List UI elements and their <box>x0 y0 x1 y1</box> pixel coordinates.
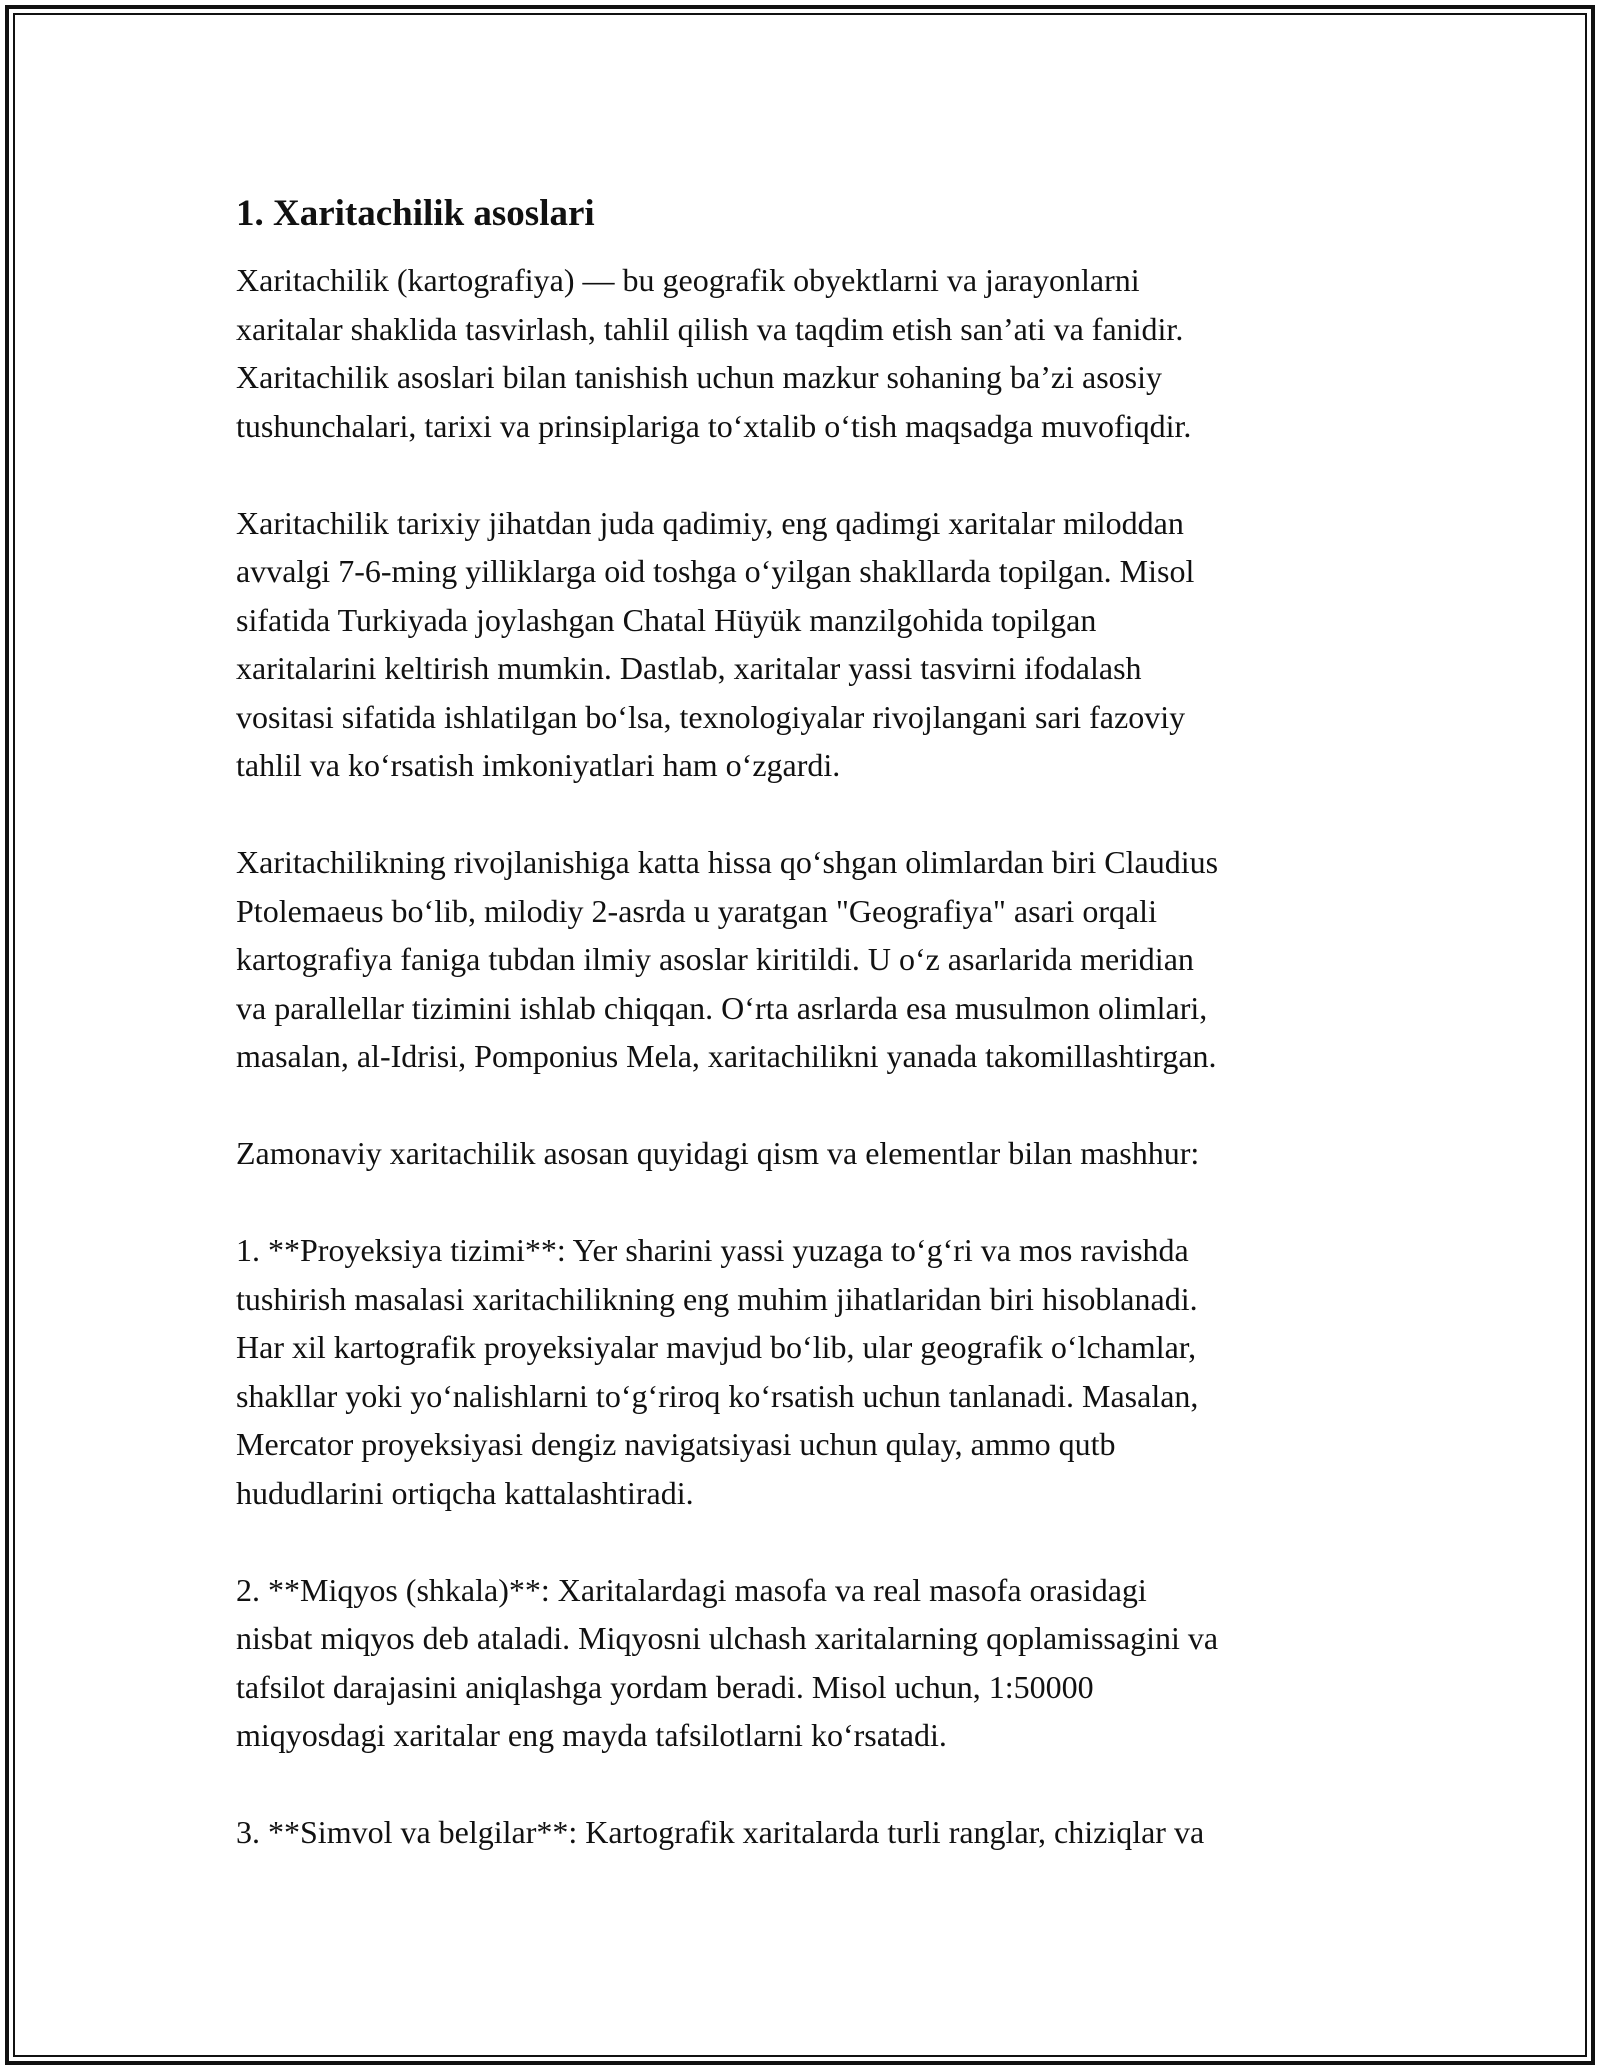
text-line: 1. **Proyeksiya tizimi**: Yer sharini yassi yuzaga to‘g‘ri va mos ravishda <box>236 1232 1189 1268</box>
paragraph-scholars <box>236 838 1376 1081</box>
text-line: tushirish masalasi xaritachilikning eng muhim jihatlaridan biri hisoblanadi. <box>236 1280 1198 1317</box>
list-item-projection <box>236 1226 1376 1517</box>
section-heading: 1. Xaritachilik asoslari <box>236 193 595 234</box>
text-line: Xaritachilik (kartografiya) — bu geografik obyektlarni va jarayonlarni <box>236 262 1140 298</box>
text-line: sifatida Turkiyada joylashgan Chatal Hüyük manzilgohida topilgan <box>236 601 1097 638</box>
text-line: Ptolemaeus bo‘lib, milodiy 2-asrda u yaratgan "Geografiya" asari orqali <box>236 892 1157 929</box>
text-line: tafsilot darajasini aniqlashga yordam beradi. Misol uchun, 1:50000 <box>236 1668 1094 1705</box>
paragraph-modern-intro <box>236 1129 1376 1178</box>
text-line: tahlil va ko‘rsatish imkoniyatlari ham o‘zgardi. <box>236 747 841 783</box>
text-line: avvalgi 7-6-ming yilliklarga oid toshga o‘yilgan shakllarda topilgan. Misol <box>236 553 1195 589</box>
text-line: Har xil kartografik proyeksiyalar mavjud bo‘lib, ular geografik o‘lchamlar, <box>236 1329 1197 1365</box>
text-line: masalan, al-Idrisi, Pomponius Mela, xaritachilikni yanada takomillashtirgan. <box>236 1038 1217 1074</box>
text-line: Xaritachilik tarixiy jihatdan juda qadimiy, eng qadimgi xaritalar miloddan <box>236 504 1184 541</box>
text-line: xaritalar shaklida tasvirlash, tahlil qilish va taqdim etish san’ati va fanidir. <box>236 310 1184 347</box>
text-line: Xaritachilik asoslari bilan tanishish uchun mazkur sohaning ba’zi asosiy <box>236 359 1162 395</box>
paragraph-definition <box>236 256 1376 450</box>
text-line: Mercator proyeksiyasi dengiz navigatsiyasi uchun qulay, ammo qutb <box>236 1426 1116 1462</box>
text-line: 2. **Miqyos (shkala)**: Xaritalardagi masofa va real masofa orasidagi <box>236 1571 1147 1608</box>
text-line: nisbat miqyos deb ataladi. Miqyosni ulchash xaritalarning qoplamissagini va <box>236 1620 1219 1656</box>
text-line: kartografiya faniga tubdan ilmiy asoslar kiritildi. U o‘z asarlarida meridian <box>236 941 1194 977</box>
text-line: Zamonaviy xaritachilik asosan quyidagi qism va elementlar bilan mashhur: <box>236 1135 1200 1171</box>
text-line: miqyosdagi xaritalar eng mayda tafsilotlarni ko‘rsatadi. <box>236 1717 947 1753</box>
list-item-scale <box>236 1566 1376 1760</box>
text-line: xaritalarini keltirish mumkin. Dastlab, xaritalar yassi tasvirni ifodalash <box>236 650 1142 686</box>
text-line: hududlarini ortiqcha kattalashtiradi. <box>236 1474 694 1511</box>
text-line: va parallellar tizimini ishlab chiqqan. O‘rta asrlarda esa musulmon olimlari, <box>236 989 1208 1026</box>
text-line: Xaritachilikning rivojlanishiga katta hissa qo‘shgan olimlardan biri Claudius <box>236 844 1219 880</box>
text-line: 3. **Simvol va belgilar**: Kartografik xaritalarda turli ranglar, chiziqlar va <box>236 1814 1205 1850</box>
text-line: tushunchalari, tarixi va prinsiplariga to‘xtalib o‘tish maqsadga muvofiqdir. <box>236 407 1192 444</box>
document-body <box>236 188 1376 1857</box>
paragraph-history <box>236 499 1376 790</box>
text-line: vositasi sifatida ishlatilgan bo‘lsa, texnologiyalar rivojlangani sari fazoviy <box>236 698 1186 735</box>
list-item-symbols <box>236 1808 1376 1857</box>
text-line: shakllar yoki yo‘nalishlarni to‘g‘riroq ko‘rsatish uchun tanlanadi. Masalan, <box>236 1377 1199 1414</box>
